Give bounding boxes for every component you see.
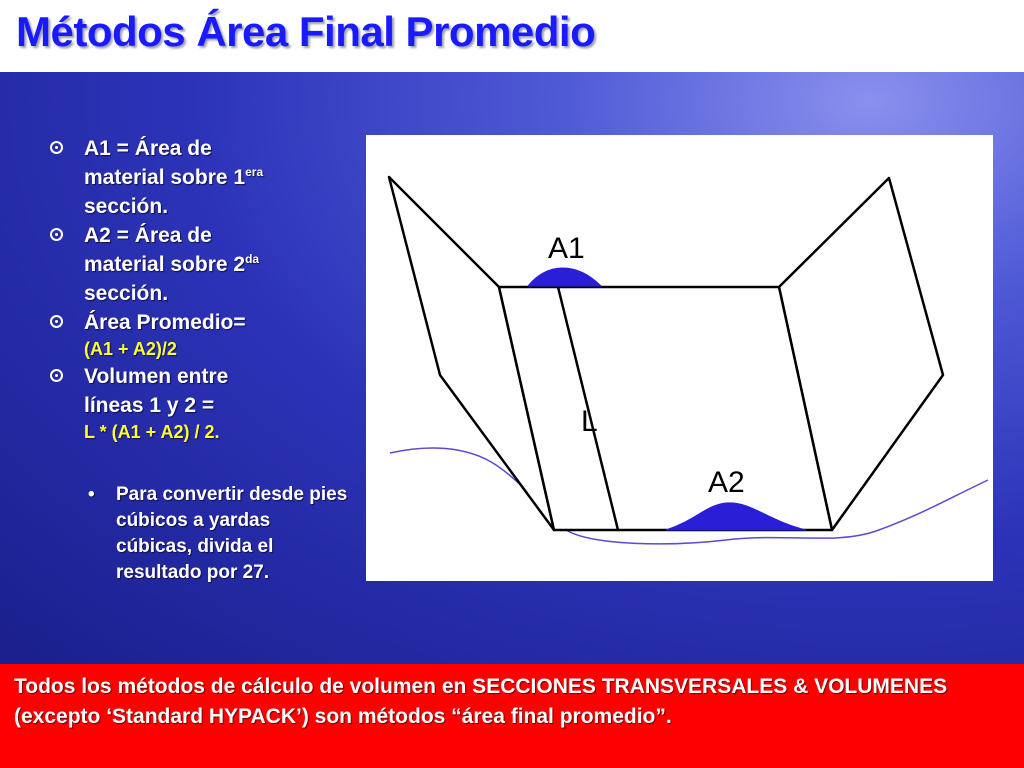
sub-bullet — [88, 482, 348, 586]
bullet-a2-line3: sección. — [84, 282, 169, 305]
label-l: L — [581, 405, 598, 438]
content-panel — [0, 72, 1024, 664]
footer-text: Todos los métodos de cálculo de volumen en SECCIONES TRANSVERSALES & VOLUMENES (excepto ‘Standard HYPACK’) son métodos “área final promedio”. — [14, 675, 948, 728]
bullet-target-icon — [50, 315, 63, 328]
bullet-average-line1: Área Promedio= — [84, 311, 246, 334]
title-bar — [0, 0, 1024, 72]
bullet-list — [50, 134, 360, 445]
label-a1: A1 — [548, 232, 585, 265]
bullet-a2-line2: material sobre 2 — [84, 253, 246, 276]
bullet-volume-line1: Volumen entre — [84, 365, 229, 388]
bullet-target-icon — [50, 369, 63, 382]
center-panel — [499, 287, 832, 530]
label-a2: A2 — [708, 466, 745, 499]
bullet-a1-line2: material sobre 1 — [84, 166, 246, 189]
bullet-average-formula: (A1 + A2)/2 — [84, 339, 177, 359]
sub-bullet-text: Para convertir desde pies cúbicos a yardas cúbicas, divida el resultado por 27. — [116, 484, 348, 583]
bullet-a1-line3: sección. — [84, 195, 169, 218]
bullet-volume-line2: líneas 1 y 2 = — [84, 394, 215, 417]
bullet-volume — [50, 362, 360, 445]
cross-section-figure — [366, 135, 993, 581]
cross-section-diagram — [366, 135, 993, 581]
bullet-volume-formula: L * (A1 + A2) / 2. — [84, 422, 220, 442]
bullet-a2 — [50, 221, 360, 308]
bullet-average-area — [50, 308, 360, 362]
slide-title: Métodos Área Final Promedio — [16, 8, 596, 55]
bullet-target-icon — [50, 141, 63, 154]
bullet-a1-line1: A1 = Área de — [84, 137, 212, 160]
bullet-a2-sup: da — [245, 252, 260, 266]
sub-bullet-marker: • — [88, 484, 95, 505]
bullet-target-icon — [50, 228, 63, 241]
area-a1-fill — [528, 268, 601, 286]
bullet-a1-sup: era — [245, 165, 264, 179]
bullet-a1 — [50, 134, 360, 221]
footer-banner — [0, 664, 1024, 768]
bullet-a2-line1: A2 = Área de — [84, 224, 212, 247]
